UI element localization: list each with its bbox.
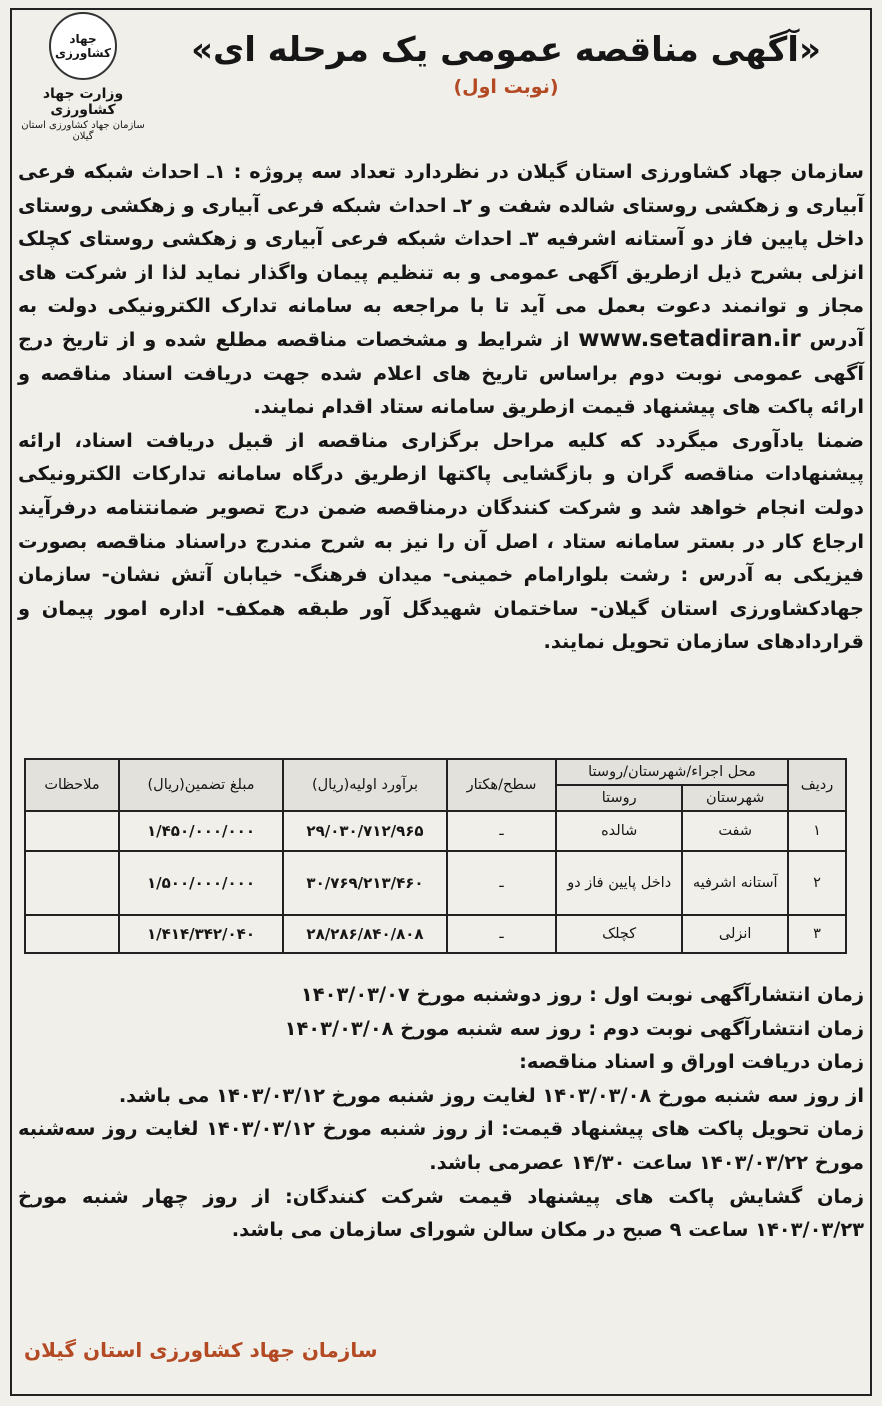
header-notes: ملاحظات bbox=[25, 759, 119, 811]
cell-area: ـ bbox=[447, 811, 556, 851]
cell-village: کچلک bbox=[556, 915, 682, 953]
notice-subtitle: (نوبت اول) bbox=[453, 76, 559, 98]
setad-url[interactable]: www.setadiran.ir bbox=[578, 325, 801, 352]
docs-label: زمان دریافت اوراق و اسناد مناقصه: bbox=[519, 1050, 864, 1074]
cell-guarantee: ۱/۵۰۰/۰۰۰/۰۰۰ bbox=[119, 851, 283, 915]
table-row bbox=[25, 915, 846, 953]
intro-p2: ضمنا یادآوری میگردد که کلیه مراحل برگزاری مناقصه از قبیل دریافت اسناد، ارائه پیشنهادات مناقصه گران و بازگشایی پاکتها ازطریق درگاه سامانه تدارکات الکترونیکی دولت انجام خواهد شد و شرکت کنندگان درمناقصه ضمن درج تصویر ضمانتنامه درفرآیند ارجاع کار در بستر سامانه ستاد ، اصل آن را نیز به شرح مندرج دراسناد مناقصه بصورت فیزیکی به آدرس : رشت بلوارامام خمینی- میدان فرهنگ- خیابان آتش نشان- سازمان جهادکشاورزی استان گیلان- ساختمان شهیدگل آور طبقه همکف- اداره امور پیمان و قراردادهای سازمان تحویل نمایند. bbox=[18, 428, 864, 654]
submission-time: زمان تحویل پاکت های پیشنهاد قیمت: از روز شنبه مورخ ۱۴۰۳/۰۳/۱۲ لغایت روز سه‌شنبه مورخ ۱۴۰۳/۰۳/۲۲ ساعت ۱۴/۳۰ عصرمی باشد. bbox=[18, 1117, 864, 1174]
cell-county: شفت bbox=[682, 811, 788, 851]
ministry-name: وزارت جهاد کشاورزی bbox=[42, 86, 124, 118]
intro-text bbox=[18, 155, 864, 659]
cell-village: شالده bbox=[556, 811, 682, 851]
cell-row: ۲ bbox=[788, 851, 846, 915]
header-guarantee: مبلغ تضمین(ریال) bbox=[119, 759, 283, 811]
cell-county: آستانه اشرفیه bbox=[682, 851, 788, 915]
cell-estimate: ۳۰/۷۶۹/۲۱۳/۴۶۰ bbox=[283, 851, 447, 915]
cell-row: ۳ bbox=[788, 915, 846, 953]
header-estimate: برآورد اولیه(ریال) bbox=[283, 759, 447, 811]
intro-p1-before: سازمان جهاد کشاورزی استان گیلان در نظردارد تعداد سه پروژه : ۱ـ احداث شبکه فرعی آبیاری و زهکشی روستای شالده شفت و ۲ـ احداث شبکه فرعی آبیاری و زهکشی روستای داخل پایین فاز دو آستانه اشرفیه ۳ـ احداث شبکه فرعی آبیاری و زهکشی روستای کچلک انزلی بشرح ذیل ازطریق آگهی عمومی و به تنظیم پیمان واگذار نماید لذا از شرکت های مجاز و توانمند دعوت بعمل می آید تا با مراجعه به سامانه تدارک الکترونیکی دولت به آدرس bbox=[18, 160, 865, 351]
header-row: ردیف bbox=[788, 759, 846, 811]
cell-village: داخل پایین فاز دو bbox=[556, 851, 682, 915]
publish-second: زمان انتشارآگهی نوبت دوم : روز سه شنبه مورخ ۱۴۰۳/۰۳/۰۸ bbox=[284, 1016, 864, 1040]
opening-time: زمان گشایش پاکت های پیشنهاد قیمت شرکت کنندگان: از روز چهار شنبه مورخ ۱۴۰۳/۰۳/۲۳ ساعت ۹ صبح در مکان سالن شورای سازمان می باشد. bbox=[18, 1184, 864, 1242]
cell-notes bbox=[25, 811, 119, 851]
org-name: سازمان جهاد کشاورزی استان گیلان bbox=[21, 120, 145, 142]
cell-guarantee: ۱/۴۵۰/۰۰۰/۰۰۰ bbox=[119, 811, 283, 851]
docs-range: از روز سه شنبه مورخ ۱۴۰۳/۰۳/۰۸ لغایت روز شنبه مورخ ۱۴۰۳/۰۳/۱۲ می باشد. bbox=[118, 1083, 864, 1107]
cell-row: ۱ bbox=[788, 811, 846, 851]
cell-area: ـ bbox=[447, 915, 556, 953]
cell-county: انزلی bbox=[682, 915, 788, 953]
signature: سازمان جهاد کشاورزی استان گیلان bbox=[24, 1338, 378, 1362]
table-row bbox=[25, 851, 846, 915]
cell-notes bbox=[25, 851, 119, 915]
cell-estimate: ۲۹/۰۳۰/۷۱۲/۹۶۵ bbox=[283, 811, 447, 851]
ministry-logo bbox=[18, 12, 148, 142]
cell-area: ـ bbox=[447, 851, 556, 915]
seal-icon: جهاد کشاورزی bbox=[49, 12, 117, 80]
cell-estimate: ۲۸/۲۸۶/۸۴۰/۸۰۸ bbox=[283, 915, 447, 953]
cell-notes bbox=[25, 915, 119, 953]
header-location: محل اجراء/شهرستان/روستا bbox=[556, 759, 788, 785]
header-county: شهرستان bbox=[682, 785, 788, 811]
publish-first: زمان انتشارآگهی نوبت اول : روز دوشنبه مورخ ۱۴۰۳/۰۳/۰۷ bbox=[300, 983, 864, 1006]
table-row bbox=[25, 811, 846, 851]
schedule-section bbox=[18, 978, 864, 1247]
intro-p1-after: از شرایط و مشخصات مناقصه مطلع شده و از تاریخ درج آگهی عمومی نوبت دوم براساس تاریخ های اعلام شده جهت دریافت اسناد مناقصه و ارائه پاکت های پیشنهاد قیمت ازطریق سامانه ستاد اقدام نمایند. bbox=[18, 327, 864, 419]
notice-title: «آگهی مناقصه عمومی یک مرحله ای» bbox=[191, 30, 821, 70]
header-area: سطح/هکتار bbox=[447, 759, 556, 811]
cell-guarantee: ۱/۴۱۴/۳۴۲/۰۴۰ bbox=[119, 915, 283, 953]
projects-table bbox=[24, 758, 847, 954]
header-village: روستا bbox=[556, 785, 682, 811]
